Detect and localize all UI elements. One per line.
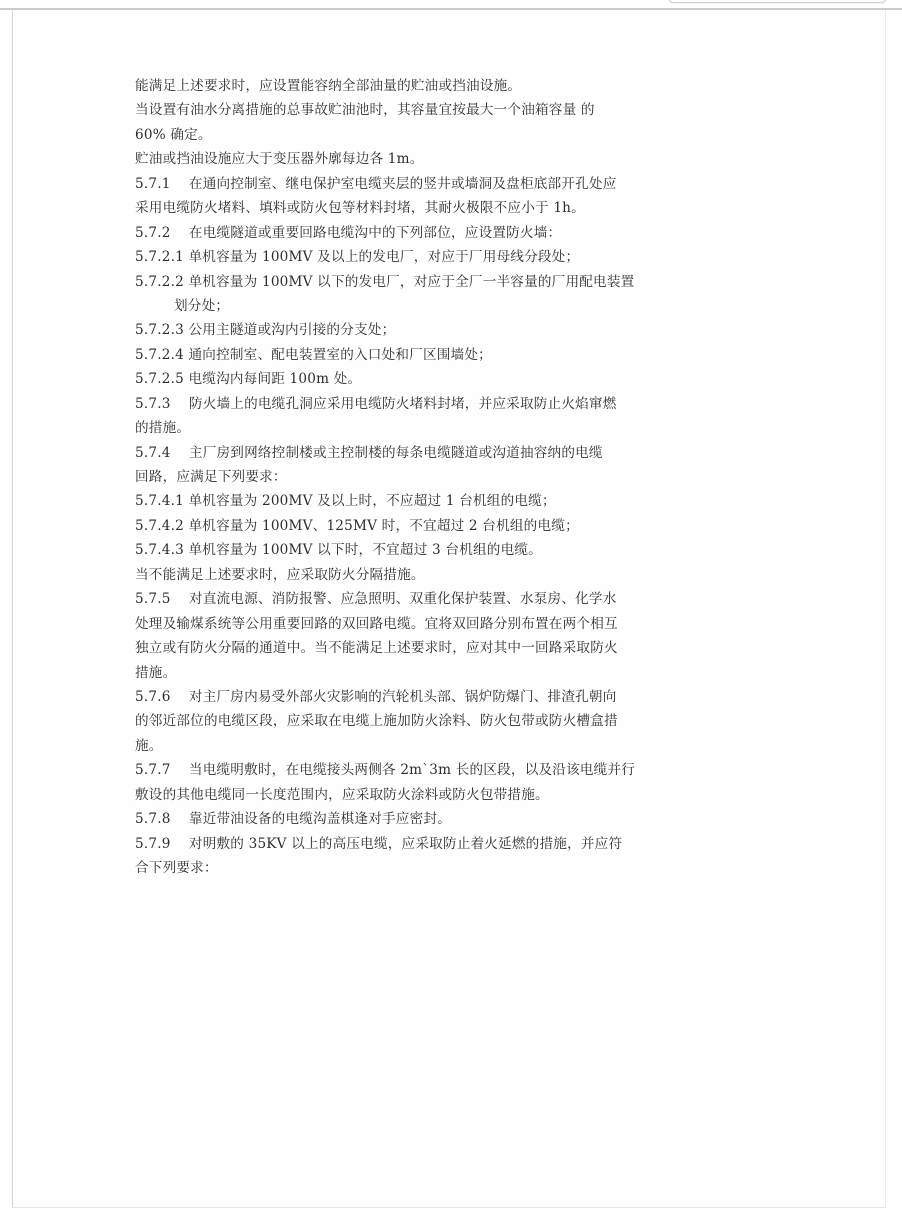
text-line: 贮油或挡油设施应大于变压器外廓每边各 1m。: [135, 151, 424, 168]
text-line: 处理及输煤系统等公用重要回路的双回路电缆。宜将双回路分别布置在两个相互: [135, 615, 618, 632]
document-body: [135, 74, 775, 880]
clause-5-7-3: 5.7.3 防火墙上的电缆孔洞应采用电缆防火堵料封堵，并应采取防止火焰窜燃: [135, 395, 617, 412]
text-line: 回路，应满足下列要求：: [135, 469, 287, 485]
text-line: 当不能满足上述要求时，应采取防火分隔措施。: [135, 566, 425, 583]
text-line: 60% 确定。: [135, 126, 212, 143]
text-line: 独立或有防火分隔的通道中。当不能满足上述要求时，应对其中一回路采取防火: [135, 640, 618, 657]
text-line: 合下列要求：: [135, 860, 218, 876]
clause-5-7-8: 5.7.8 靠近带油设备的电缆沟盖棋逢对手应密封。: [135, 811, 451, 828]
text-line: 措施。: [135, 664, 177, 681]
clause-5-7-4-1: 5.7.4.1 单机容量为 200MV 及以上时，不应超过 1 台机组的电缆；: [135, 493, 556, 510]
text-line: 采用电缆防火堵料、填料或防火包等材料封堵，其耐火极限不应小于 1h。: [135, 200, 585, 217]
clause-5-7-2-3: 5.7.2.3 公用主隧道或沟内引接的分支处；: [135, 322, 396, 339]
text-line: 敷设的其他电缆同一长度范围内，应采取防火涂料或防火包带措施。: [135, 786, 549, 803]
clause-5-7-7: 5.7.7 当电缆明敷时，在电缆接头两侧各 2m`3m 长的区段，以及沿该电缆并行: [135, 762, 636, 779]
text-line-indented: 划分处；: [174, 297, 230, 314]
clause-5-7-2-1: 5.7.2.1 单机容量为 100MV 及以上的发电厂，对应于厂用母线分段处；: [135, 249, 580, 266]
clause-5-7-1: 5.7.1 在通向控制室、继电保护室电缆夹层的竖井或墙洞及盘柜底部开孔处应: [135, 175, 617, 192]
clause-5-7-4: 5.7.4 主厂房到网络控制楼或主控制楼的每条电缆隧道或沟道抽容纳的电缆: [135, 444, 603, 461]
clause-5-7-6: 5.7.6 对主厂房内易受外部火灾影响的汽轮机头部、锅炉防爆门、排渣孔朝向: [135, 688, 617, 705]
clause-5-7-9: 5.7.9 对明敷的 35KV 以上的高压电缆，应采取防止着火延燃的措施，并应符: [135, 835, 623, 852]
clause-5-7-5: 5.7.5 对直流电源、消防报警、应急照明、双重化保护装置、水泵房、化学水: [135, 591, 617, 608]
document-page: [12, 10, 886, 1208]
clause-5-7-2-5: 5.7.2.5 电缆沟内每间距 100m 处。: [135, 371, 362, 388]
toolbar-search-box[interactable]: [668, 0, 887, 3]
text-line: 的措施。: [135, 420, 191, 437]
text-line: 能满足上述要求时，应设置能容纳全部油量的贮油或挡油设施。: [135, 78, 522, 94]
clause-5-7-4-2: 5.7.4.2 单机容量为 100MV、125MV 时，不宜超过 2 台机组的电缆；: [135, 517, 579, 534]
clause-5-7-4-3: 5.7.4.3 单机容量为 100MV 以下时，不宜超过 3 台机组的电缆。: [135, 542, 542, 559]
text-line: 的邻近部位的电缆区段，应采取在电缆上施加防火涂料、防火包带或防火槽盒措: [135, 713, 618, 730]
clause-5-7-2-4: 5.7.2.4 通向控制室、配电装置室的入口处和厂区围墙处；: [135, 346, 492, 363]
clause-5-7-2: 5.7.2 在电缆隧道或重要回路电缆沟中的下列部位，应设置防火墙：: [135, 224, 562, 241]
text-line: 当设置有油水分离措施的总事故贮油池时，其容量宜按最大一个油箱容量 的: [135, 102, 595, 119]
clause-5-7-2-2: 5.7.2.2 单机容量为 100MV 以下的发电厂，对应于全厂一半容量的厂用配电装置: [135, 273, 635, 290]
text-line: 施。: [135, 737, 163, 754]
